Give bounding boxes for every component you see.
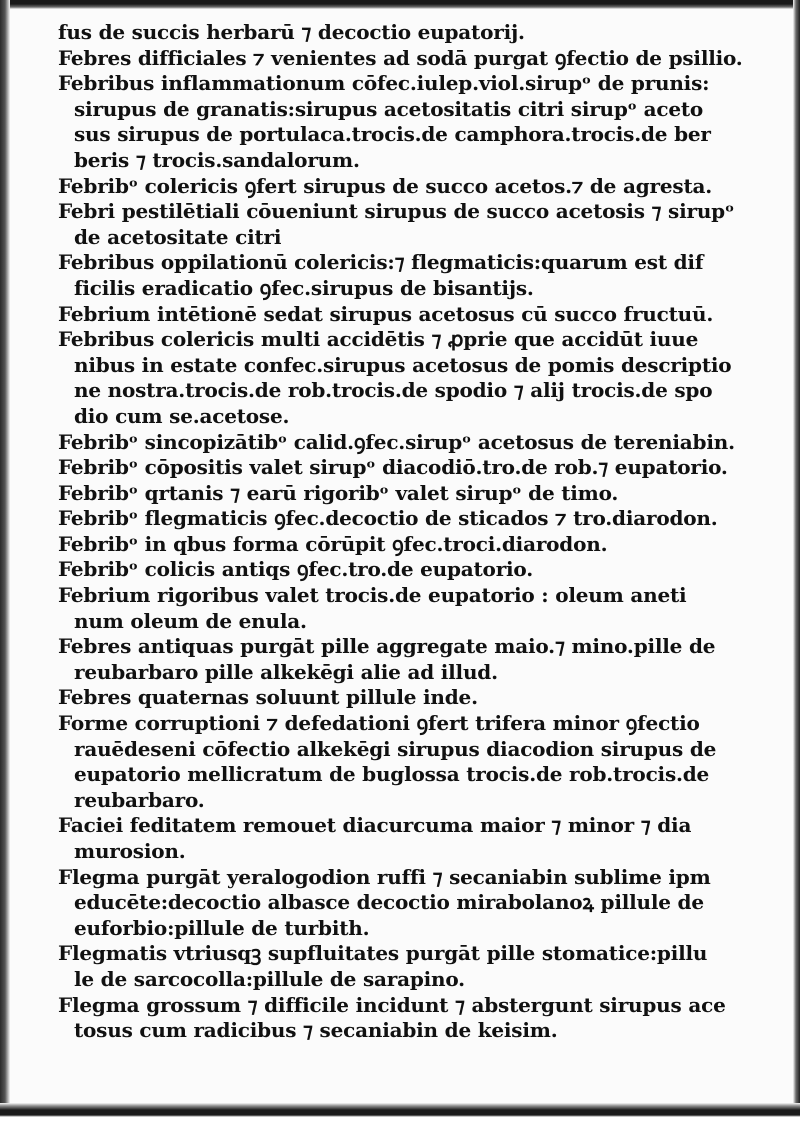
text-entry [58,481,780,507]
entry-continuation-line: reubarbaro. [74,787,205,812]
entry-continuation-line: euforbio:pillule de turbith. [74,915,370,940]
page-text-block [58,20,780,1044]
entry-continuation-line: murosion. [74,839,186,863]
entry-first-line: Febres quaternas soluunt pillule inde. [58,685,478,710]
entry-continuation-line: rauēdeseni cōfectio alkekēgi sirupus diacodion sirupus de [74,736,717,761]
entry-first-line: Febribᵒ in qbus forma cōrūpit ꝯfec.troci.diarodon. [58,531,608,556]
entry-first-line: Febribus colericis multi accidētis ⁊ ꝓprie que accidūt iuue [58,327,699,352]
text-entry [58,506,780,532]
text-entry [58,430,780,456]
entry-first-line: Febribᵒ colicis antiqs ꝯfec.tro.de eupatorio. [58,557,533,582]
text-entry [58,993,780,1044]
text-entry [58,46,780,72]
text-entry [58,20,780,46]
entry-first-line: Febribus oppilationū colericis:⁊ flegmaticis:quarum est dif [58,250,704,275]
text-entry [58,174,780,200]
entry-continuation-line: beris ⁊ trocis.sandalorum. [74,147,360,172]
entry-continuation-line: nibus in estate confec.sirupus acetosus de pomis descriptio [74,352,732,377]
entry-first-line: Febres difficiales ⁊ venientes ad sodā purgat ꝯfectio de psillio. [58,45,743,70]
bottom-page-edge [0,1103,800,1125]
entry-continuation-line: le de sarcocolla:pillule de sarapino. [74,966,465,991]
text-entry [58,711,780,813]
entry-continuation-line: reubarbaro pille alkekēgi alie ad illud. [74,659,498,684]
text-entry [58,250,780,301]
entry-first-line: Febribᵒ sincopizātibᵒ calid.ꝯfec.sirupᵒ acetosus de tereniabin. [58,429,735,454]
text-entry [58,455,780,481]
entry-first-line: Febri pestilētiali cōueniunt sirupus de succo acetosis ⁊ sirupᵒ [58,199,735,224]
left-page-edge [0,0,10,1125]
entry-first-line: Forme corruptioni ⁊ defedationi ꝯfert trifera minor ꝯfectio [58,711,700,736]
entry-continuation-line: num oleum de enula. [74,608,307,633]
text-entry [58,557,780,583]
entry-first-line: Febres antiquas purgāt pille aggregate maio.⁊ mino.pille de [58,634,716,659]
entry-first-line: Febribᵒ flegmaticis ꝯfec.decoctio de sticados ⁊ tro.diarodon. [58,506,718,531]
entry-continuation-line: ne nostra.trocis.de rob.trocis.de spodio ⁊ alij trocis.de spo [74,378,713,403]
entry-first-line: Febrium rigoribus valet trocis.de eupatorio : oleum aneti [58,583,687,608]
entry-first-line: Febribᵒ cōpositis valet sirupᵒ diacodiō.tro.de rob.⁊ eupatorio. [58,455,728,480]
entry-first-line: fus de succis herbarū ⁊ decoctio eupatorij. [58,20,525,44]
text-entry [58,199,780,250]
entry-first-line: Faciei feditatem remouet diacurcuma maior ⁊ minor ⁊ dia [58,813,692,838]
entry-continuation-line: dio cum se.acetose. [74,403,290,428]
entry-first-line: Flegma grossum ⁊ difficile incidunt ⁊ abstergunt sirupus ace [58,992,726,1017]
text-entry [58,583,780,634]
text-entry [58,302,780,328]
entry-first-line: Febribus inflammationum cōfec.iulep.viol.sirupᵒ de prunis: [58,71,710,96]
entry-first-line: Febrium intētionē sedat sirupus acetosus cū succo fructuū. [58,301,714,326]
entry-continuation-line: eupatorio mellicratum de buglossa trocis.de rob.trocis.de [74,762,710,787]
text-entry [58,71,780,173]
top-page-edge [0,0,800,9]
entry-continuation-line: de acetositate citri [74,224,282,249]
entry-first-line: Flegmatis vtriusqꝫ supfluitates purgāt pille stomatice:pillu [58,941,708,966]
entry-continuation-line: tosus cum radicibus ⁊ secaniabin de keisim. [74,1018,558,1043]
entry-first-line: Febribᵒ qrtanis ⁊ earū rigoribᵒ valet sirupᵒ de timo. [58,480,619,505]
entry-continuation-line: educēte:decoctio albasce decoctio mirabolanoꝝ pillule de [74,890,704,915]
text-entry [58,634,780,685]
entry-continuation-line: ficilis eradicatio ꝯfec.sirupus de bisantijs. [74,275,534,300]
text-entry [58,327,780,429]
entry-first-line: Flegma purgāt yeralogodion ruffi ⁊ secaniabin sublime ipm [58,864,711,889]
entry-continuation-line: sirupus de granatis:sirupus acetositatis citri sirupᵒ aceto [74,96,704,121]
text-entry [58,865,780,942]
text-entry [58,941,780,992]
text-entry [58,813,780,864]
text-entry [58,532,780,558]
entry-continuation-line: sus sirupus de portulaca.trocis.de camphora.trocis.de ber [74,122,711,147]
entry-first-line: Febribᵒ colericis ꝯfert sirupus de succo acetos.⁊ de agresta. [58,173,712,198]
text-entry [58,685,780,711]
right-page-edge [793,0,800,1125]
